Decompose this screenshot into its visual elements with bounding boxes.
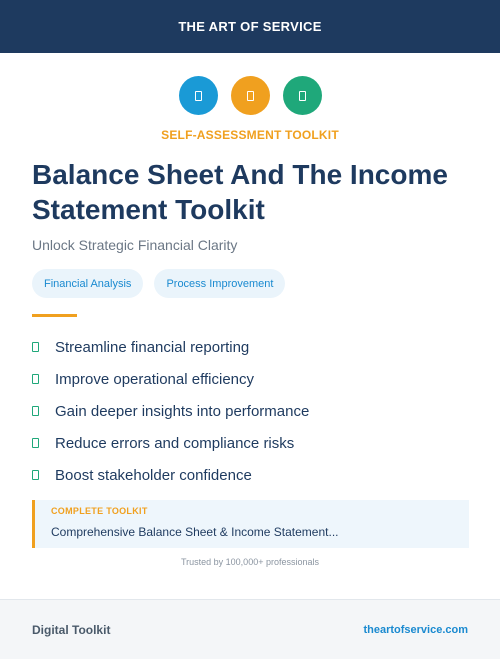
square-icon-green: [283, 76, 322, 115]
callout-label: COMPLETE TOOLKIT: [51, 506, 148, 516]
trust-note: Trusted by 100,000+ professionals: [180, 557, 319, 567]
square-glyph-icon: [299, 91, 306, 101]
benefit-item: [32, 459, 309, 491]
benefit-text: Boost stakeholder confidence: [55, 466, 252, 484]
footer-label: Digital Toolkit: [32, 622, 111, 637]
check-icon: [32, 374, 39, 384]
benefit-item: [32, 331, 309, 363]
accent-divider: [32, 314, 77, 317]
benefit-text: Gain deeper insights into performance: [55, 402, 310, 420]
footer: [0, 599, 500, 659]
tag-list: [32, 269, 285, 298]
brand-name: THE ART OF SERVICE: [178, 19, 322, 34]
page-subtitle: Unlock Strategic Financial Clarity: [32, 237, 238, 253]
square-glyph-icon: [247, 91, 254, 101]
complete-toolkit-callout: [32, 500, 469, 548]
tag-process-improvement[interactable]: Process Improvement: [154, 269, 285, 298]
callout-description: Comprehensive Balance Sheet & Income Statement...: [51, 525, 339, 539]
check-icon: [32, 470, 39, 480]
icon-row: [0, 76, 500, 115]
benefit-text: Improve operational efficiency: [55, 370, 254, 388]
check-icon: [32, 406, 39, 416]
check-icon: [32, 438, 39, 448]
page-title: Balance Sheet And The Income Statement Toolkit: [32, 159, 448, 225]
benefit-item: [32, 363, 309, 395]
check-icon: [32, 342, 39, 352]
benefit-text: Reduce errors and compliance risks: [55, 434, 295, 452]
benefit-item: [32, 395, 309, 427]
toolkit-kicker: SELF-ASSESSMENT TOOLKIT: [161, 128, 339, 142]
square-icon-orange: [231, 76, 270, 115]
website-link[interactable]: theartofservice.com: [363, 623, 468, 636]
square-icon-blue: [179, 76, 218, 115]
benefit-item: [32, 427, 309, 459]
square-glyph-icon: [195, 91, 202, 101]
benefit-text: Streamline financial reporting: [55, 338, 250, 356]
benefit-list: [32, 331, 309, 491]
tag-financial-analysis[interactable]: Financial Analysis: [32, 269, 143, 298]
top-banner: [0, 0, 500, 53]
